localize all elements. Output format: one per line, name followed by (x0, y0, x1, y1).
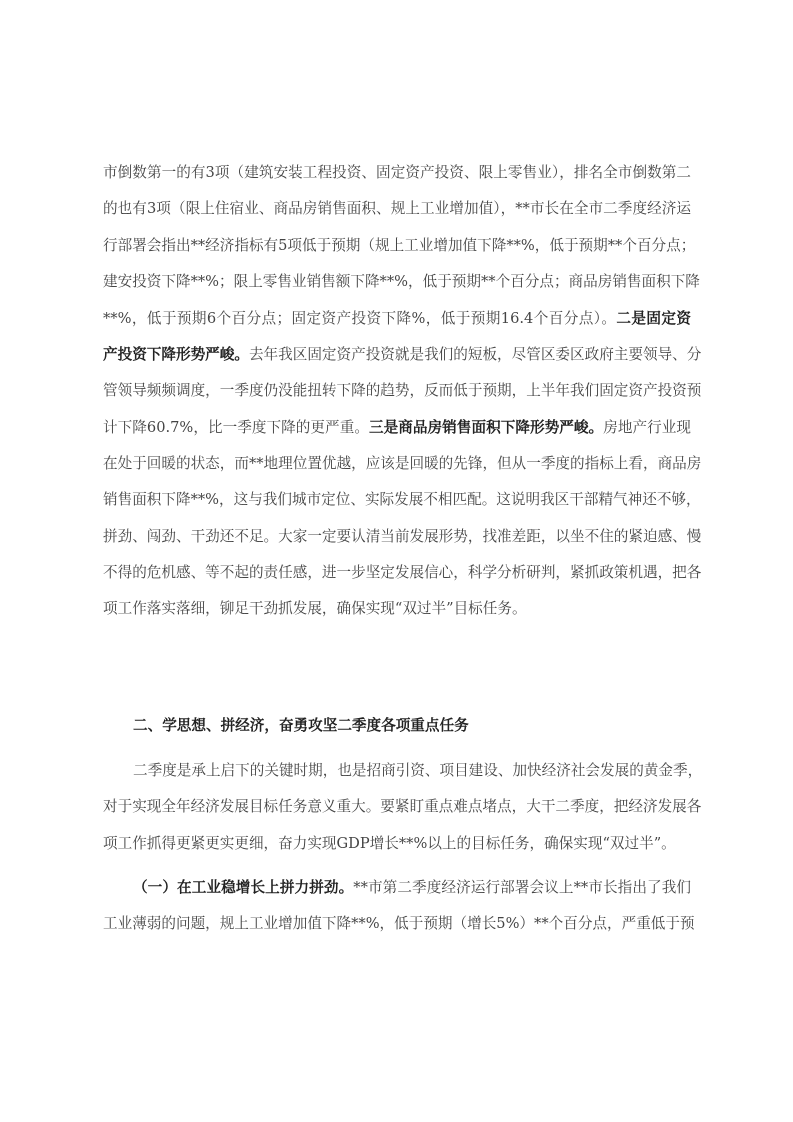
text-line (103, 272, 700, 292)
text-line (103, 163, 691, 183)
text-line (133, 761, 703, 781)
text-run: 不得的危机感、等不起的责任感，进一步坚定发展信心，科学分析研判，紧抓政策机遇，把各 (103, 564, 702, 581)
text-line (133, 716, 691, 736)
text-run: 在处于回暖的状态，而**地理位置优越，应该是回暖的先锋，但从一季度的指标上看，商品房 (103, 455, 702, 472)
bold-text-run: 三是商品房销售面积下降形势严峻。 (368, 419, 604, 436)
text-run: **%，低于预期6个百分点；固定资产投资下降%，低于预期16.4个百分点）。 (103, 310, 617, 327)
text-line (103, 309, 691, 329)
text-line (103, 199, 691, 219)
text-line (103, 490, 701, 510)
text-run: 工业薄弱的问题，规上工业增加值下降**%，低于预期（增长5%）**个百分点，严重低于预 (103, 915, 695, 932)
text-line (103, 236, 696, 256)
text-run: 项工作抓得更紧更实更细，奋力实现GDP增长**%以上的目标任务，确保实现“双过半”。 (103, 835, 676, 852)
bold-text-run: （一）在工业稳增长上拼力拼劲。 (133, 879, 354, 896)
text-run: 对于实现全年经济发展目标任务意义重大。要紧盯重点难点堵点，大干二季度，把经济发展各 (103, 798, 702, 815)
bold-text-run: 二是固定资 (616, 310, 691, 327)
text-line (103, 834, 691, 854)
text-run: 管领导频频调度，一季度仍没能扭转下降的趋势，反而低于预期，上半年我们固定资产投资预 (103, 382, 702, 399)
text-line (103, 345, 702, 365)
text-run: 销售面积下降**%，这与我们城市定位、实际发展不相匹配。这说明我区干部精气神还不够， (103, 491, 701, 508)
text-run: 项工作落实落细，铆足干劲抓发展，确保实现“双过半”目标任务。 (103, 600, 527, 617)
text-run: 去年我区固定资产投资就是我们的短板，尽管区委区政府主要领导、分 (248, 346, 702, 363)
text-line (103, 454, 702, 474)
text-run: **市第二季度经济运行部署会议上**市长指出了我们 (353, 879, 691, 896)
text-run: 拼劲、闯劲、干劲还不足。大家一定要认清当前发展形势，找准差距，以坐不住的紧迫感、慢 (103, 528, 702, 545)
text-line (103, 599, 691, 619)
text-run: 房地产行业现 (603, 419, 691, 436)
bold-text-run: 二、学思想、拼经济，奋勇攻坚二季度各项重点任务 (133, 717, 469, 734)
text-line (103, 527, 702, 547)
text-run: 的也有3项（限上住宿业、商品房销售面积、规上工业增加值），**市长在全市二季度经济运 (103, 200, 691, 217)
text-line (103, 381, 702, 401)
text-line (133, 878, 691, 898)
bold-text-run: 产投资下降形势严峻。 (103, 346, 249, 363)
text-run: 计下降60.7%，比一季度下降的更严重。 (103, 419, 369, 436)
text-run: 二季度是承上启下的关键时期，也是招商引资、项目建设、加快经济社会发展的黄金季， (133, 762, 703, 779)
text-run: 行部署会指出**经济指标有5项低于预期（规上工业增加值下降**%，低于预期**个百分点； (103, 237, 696, 254)
text-run: 市倒数第一的有3项（建筑安装工程投资、固定资产投资、限上零售业），排名全市倒数第二 (103, 164, 691, 181)
text-run: 建安投资下降**%；限上零售业销售额下降**%，低于预期**个百分点；商品房销售面积下降 (103, 273, 700, 290)
text-line (103, 797, 702, 817)
text-line (103, 914, 695, 934)
text-line (103, 563, 702, 583)
text-line (103, 418, 691, 438)
